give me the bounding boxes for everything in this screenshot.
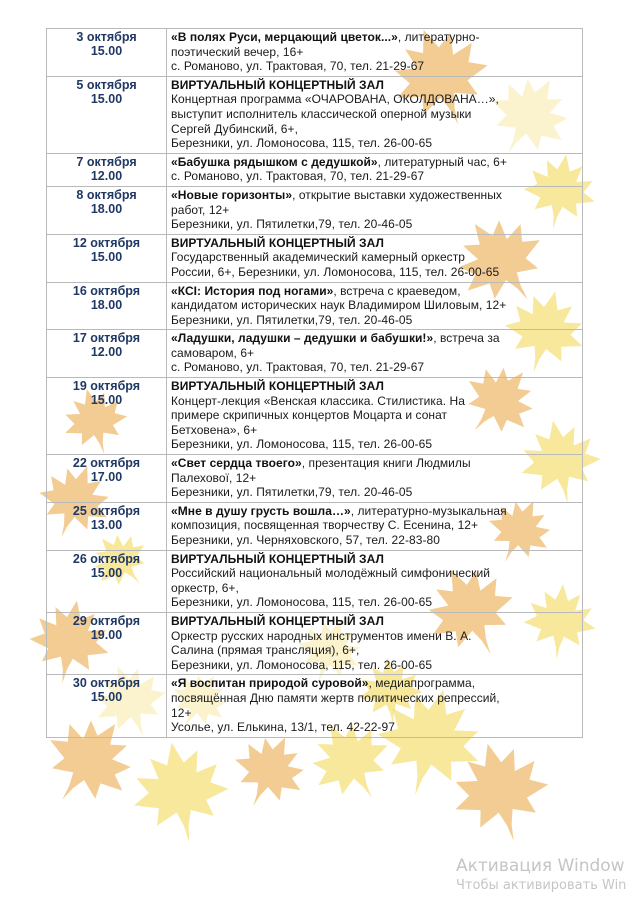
event-detail-text: Березники, ул. Пятилетки,79, тел. 20-46-05: [171, 217, 413, 232]
event-time: 12.00: [90, 168, 123, 183]
event-datetime: [47, 234, 167, 282]
event-detail-text: с. Романово, ул. Трактовая, 70, тел. 21-29-67: [171, 360, 425, 375]
description-line: [171, 331, 578, 346]
event-title-text: ВИРТУАЛЬНЫЙ КОНЦЕРТНЫЙ ЗАЛ: [171, 613, 384, 628]
event-date: 3 октября: [76, 30, 137, 44]
description-line: [171, 346, 578, 361]
event-detail-text: композиция, посвященная творчеству С. Есенина, 12+: [171, 518, 479, 533]
event-detail-text: Березники, ул. Ломоносова, 115, тел. 26-00-65: [171, 136, 433, 151]
event-title-text: «Ладушки, ладушки – дедушки и бабушки!»: [171, 331, 434, 346]
event-datetime: [47, 378, 167, 455]
windows-activation-watermark: [456, 855, 626, 895]
description-line: [171, 691, 578, 706]
event-detail-text: с. Романово, ул. Трактовая, 70, тел. 21-29-67: [171, 59, 425, 74]
description-line: [171, 408, 578, 423]
event-title-text: «Новые горизонты»: [171, 187, 293, 202]
description-line: [171, 313, 578, 328]
description-line: [171, 92, 578, 107]
event-date: 25 октября: [72, 503, 141, 518]
description-line: [171, 581, 578, 596]
description-line: [171, 169, 578, 184]
event-row: [47, 76, 583, 153]
event-row: [47, 502, 583, 550]
event-date: 29 октября: [72, 613, 141, 628]
event-detail-text: Усолье, ул. Елькина, 13/1, тел. 42-22-97: [171, 720, 395, 735]
description-line: [171, 643, 578, 658]
event-detail-text: Березники, ул. Ломоносова, 115, тел. 26-00-65: [171, 437, 433, 452]
description-line: [171, 78, 578, 93]
description-line: [171, 423, 578, 438]
watermark-title: Активация Window: [456, 856, 625, 876]
event-detail-text: России, 6+, Березники, ул. Ломоносова, 115, тел. 26-00-65: [171, 264, 500, 279]
event-time: 15.00: [90, 91, 123, 106]
event-time: 13.00: [90, 517, 123, 532]
description-line: [171, 552, 578, 567]
event-date: 22 октября: [72, 456, 141, 471]
description-line: [171, 437, 578, 452]
event-detail-text: Березники, ул. Пятилетки,79, тел. 20-46-05: [171, 485, 413, 500]
event-title-text: ВИРТУАЛЬНЫЙ КОНЦЕРТНЫЙ ЗАЛ: [171, 551, 384, 566]
event-detail-text: выступит исполнитель классической оперной музыки: [171, 106, 472, 121]
event-time: 15.00: [90, 565, 123, 580]
event-row: [47, 282, 583, 330]
event-detail-text: посвящённая Дню памяти жертв политических репрессий,: [171, 690, 500, 705]
description-line: [171, 504, 578, 519]
event-date: 17 октября: [72, 331, 141, 346]
event-row: [47, 675, 583, 737]
event-detail-text: Салина (прямая трансляция), 6+,: [171, 643, 360, 658]
event-row: [47, 330, 583, 378]
event-datetime: [47, 612, 167, 674]
description-line: [171, 595, 578, 610]
event-datetime: [47, 330, 167, 378]
event-detail-text: , медиапрограмма,: [368, 676, 476, 691]
event-date: 5 октября: [76, 77, 137, 92]
event-datetime: [47, 29, 167, 77]
event-description: [167, 455, 583, 503]
description-line: [171, 485, 578, 500]
event-datetime: [47, 502, 167, 550]
event-datetime: [47, 455, 167, 503]
event-row: [47, 378, 583, 455]
maple-leaf-icon: [124, 734, 236, 850]
event-time: 19.00: [90, 627, 123, 642]
description-line: [171, 533, 578, 548]
description-line: [171, 59, 578, 74]
event-time: 15.00: [90, 44, 123, 58]
description-line: [171, 614, 578, 629]
description-line: [171, 265, 578, 280]
event-detail-text: кандидатом исторических наук Владимиром Шиловым, 12+: [171, 298, 507, 313]
event-detail-text: , литературный час, 6+: [377, 154, 507, 169]
event-row: [47, 153, 583, 186]
description-line: [171, 250, 578, 265]
event-detail-text: , презентация книги Людмилы: [301, 456, 471, 471]
event-detail-text: , встреча с краеведом,: [333, 283, 461, 298]
event-row: [47, 455, 583, 503]
event-detail-text: , встреча за: [433, 331, 500, 346]
event-time: 18.00: [90, 201, 123, 216]
event-title-text: «Я воспитан природой суровой»: [171, 676, 369, 691]
description-line: [171, 30, 578, 45]
event-date: 8 октября: [76, 187, 137, 202]
event-description: [167, 153, 583, 186]
event-description: [167, 29, 583, 77]
event-detail-text: работ, 12+: [171, 202, 230, 217]
description-line: [171, 706, 578, 721]
event-detail-text: оркестр, 6+,: [171, 580, 239, 595]
event-row: [47, 186, 583, 234]
event-detail-text: , открытие выставки художественных: [292, 187, 502, 202]
description-line: [171, 456, 578, 471]
description-line: [171, 658, 578, 673]
event-detail-text: 12+: [171, 705, 192, 720]
description-line: [171, 136, 578, 151]
event-date: 16 октября: [72, 283, 141, 298]
event-detail-text: Российский национальный молодёжный симфонический: [171, 566, 490, 581]
event-detail-text: Палехової, 12+: [171, 470, 257, 485]
description-line: [171, 203, 578, 218]
event-title-text: «Мне в душу грусть вошла…»: [171, 503, 351, 518]
event-detail-text: , литературно-: [397, 30, 480, 44]
event-row: [47, 612, 583, 674]
description-line: [171, 518, 578, 533]
description-line: [171, 122, 578, 137]
event-detail-text: Березники, ул. Ломоносова, 115, тел. 26-00-65: [171, 595, 433, 610]
description-line: [171, 566, 578, 581]
event-time: 18.00: [90, 297, 123, 312]
event-detail-text: Березники, ул. Пятилетки,79, тел. 20-46-05: [171, 312, 413, 327]
event-detail-text: Сергей Дубинский, 6+,: [171, 121, 298, 136]
event-description: [167, 186, 583, 234]
event-description: [167, 675, 583, 737]
event-title-text: «Бабушка рядышком с дедушкой»: [171, 154, 378, 169]
event-title-text: «В полях Руси, мерцающий цветок...»: [171, 30, 398, 44]
event-title-text: ВИРТУАЛЬНЫЙ КОНЦЕРТНЫЙ ЗАЛ: [171, 77, 384, 92]
event-description: [167, 282, 583, 330]
event-datetime: [47, 153, 167, 186]
event-detail-text: с. Романово, ул. Трактовая, 70, тел. 21-29-67: [171, 169, 425, 184]
event-detail-text: примере скрипичных концертов Моцарта и сонат: [171, 408, 448, 423]
event-detail-text: Государственный академический камерный оркестр: [171, 250, 466, 265]
event-row: [47, 234, 583, 282]
event-row: [47, 29, 583, 77]
description-line: [171, 284, 578, 299]
event-date: 26 октября: [72, 551, 141, 566]
event-description: [167, 330, 583, 378]
event-title-text: «Свет сердца твоего»: [171, 456, 302, 471]
watermark-subtitle: Чтобы активировать Win: [456, 878, 627, 893]
event-datetime: [47, 186, 167, 234]
event-title-text: ВИРТУАЛЬНЫЙ КОНЦЕРТНЫЙ ЗАЛ: [171, 379, 384, 394]
event-title-text: ВИРТУАЛЬНЫЙ КОНЦЕРТНЫЙ ЗАЛ: [171, 235, 384, 250]
description-line: [171, 236, 578, 251]
event-detail-text: Концерт-лекция «Венская классика. Стилистика. На: [171, 393, 465, 408]
event-datetime: [47, 675, 167, 737]
event-row: [47, 550, 583, 612]
description-line: [171, 676, 578, 691]
event-detail-text: Березники, ул. Черняховского, 57, тел. 22-83-80: [171, 533, 440, 547]
description-line: [171, 394, 578, 409]
event-datetime: [47, 76, 167, 153]
description-line: [171, 107, 578, 122]
event-datetime: [47, 550, 167, 612]
event-description: [167, 502, 583, 550]
event-date: 19 октября: [72, 379, 141, 394]
description-line: [171, 217, 578, 232]
description-line: [171, 360, 578, 375]
event-time: 15.00: [90, 690, 123, 705]
event-title-text: «КСI: История под ногами»: [171, 283, 334, 298]
event-detail-text: Концертная программа «ОЧАРОВАНА, ОКОЛДОВАНА…»,: [171, 92, 499, 107]
event-date: 30 октября: [72, 676, 141, 691]
event-time: 17.00: [90, 470, 123, 485]
description-line: [171, 188, 578, 203]
event-time: 15.00: [90, 393, 123, 408]
description-line: [171, 155, 578, 170]
event-datetime: [47, 282, 167, 330]
event-date: 7 октября: [76, 154, 137, 169]
event-detail-text: самоваром, 6+: [171, 345, 255, 360]
event-time: 12.00: [90, 345, 123, 360]
event-description: [167, 234, 583, 282]
event-description: [167, 612, 583, 674]
event-detail-text: поэтический вечер, 16+: [171, 44, 304, 59]
description-line: [171, 298, 578, 313]
event-description: [167, 378, 583, 455]
description-line: [171, 720, 578, 735]
event-description: [167, 550, 583, 612]
event-detail-text: , литературно-музыкальная: [350, 503, 507, 518]
event-time: 15.00: [90, 249, 123, 264]
event-detail-text: Бетховена», 6+: [171, 422, 258, 437]
events-schedule-table: [46, 28, 583, 738]
description-line: [171, 45, 578, 60]
description-line: [171, 379, 578, 394]
event-detail-text: Оркестр русских народных инструментов имени В. А.: [171, 628, 472, 643]
event-description: [167, 76, 583, 153]
event-detail-text: Березники, ул. Ломоносова, 115, тел. 26-00-65: [171, 657, 433, 672]
description-line: [171, 471, 578, 486]
event-date: 12 октября: [72, 235, 141, 250]
description-line: [171, 629, 578, 644]
